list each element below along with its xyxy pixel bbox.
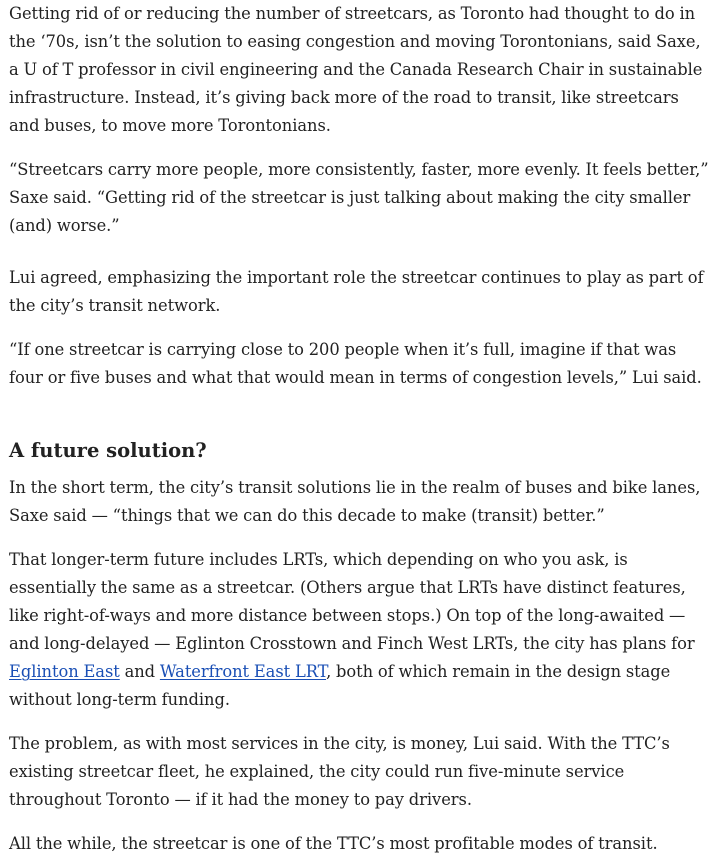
lrt-text-after: , both of which remain in the design stage without long-term funding. [9, 662, 671, 709]
waterfront-east-lrt-link[interactable]: Waterfront East LRT [159, 662, 327, 681]
paragraph-lui-agreed: Lui agreed, emphasizing the important role the streetcar continues to play as part of the city’s transit network. [9, 268, 704, 315]
section-heading: A future solution? [9, 439, 207, 462]
paragraph-lrt-future [9, 546, 709, 714]
paragraph-saxe-quote: “Streetcars carry more people, more consistently, faster, more evenly. It feels better,” Saxe said. “Getting rid of the streetcar is just talking about making the city smaller (and) worse.” [9, 160, 709, 235]
paragraph-money-problem: The problem, as with most services in the city, is money, Lui said. With the TTC’s existing streetcar fleet, he explained, the city could run five-minute service throughout Toronto — if it had the money to pay drivers. [9, 734, 670, 809]
lrt-text-mid: and [119, 662, 160, 681]
lrt-text-before: That longer-term future includes LRTs, which depending on who you ask, is essentially the same as a streetcar. (Others argue that LRTs have distinct features, like right-of-ways and more distance between stops.) On top of the long-awaited — and long-delayed — Eglinton Crosstown and Finch West LRTs, the city has plans for [9, 550, 695, 653]
paragraph-lui-quote: “If one streetcar is carrying close to 200 people when it’s full, imagine if that was four or five buses and what that would mean in terms of congestion levels,” Lui said. [9, 340, 702, 387]
paragraph-short-term: In the short term, the city’s transit solutions lie in the realm of buses and bike lanes, Saxe said — “things that we can do this decade to make (transit) better.” [9, 478, 701, 525]
eglinton-east-link[interactable]: Eglinton East [9, 662, 120, 681]
paragraph-profitable: All the while, the streetcar is one of the TTC’s most profitable modes of transit. [9, 834, 658, 853]
paragraph-streetcar-removal: Getting rid of or reducing the number of streetcars, as Toronto had thought to do in the ‘70s, isn’t the solution to easing congestion and moving Torontonians, said Saxe, a U of T professor in civil engineering and the Canada Research Chair in sustainable infrastructure. Instead, it’s giving back more of the road to transit, like streetcars and buses, to move more Torontonians. [9, 4, 703, 135]
